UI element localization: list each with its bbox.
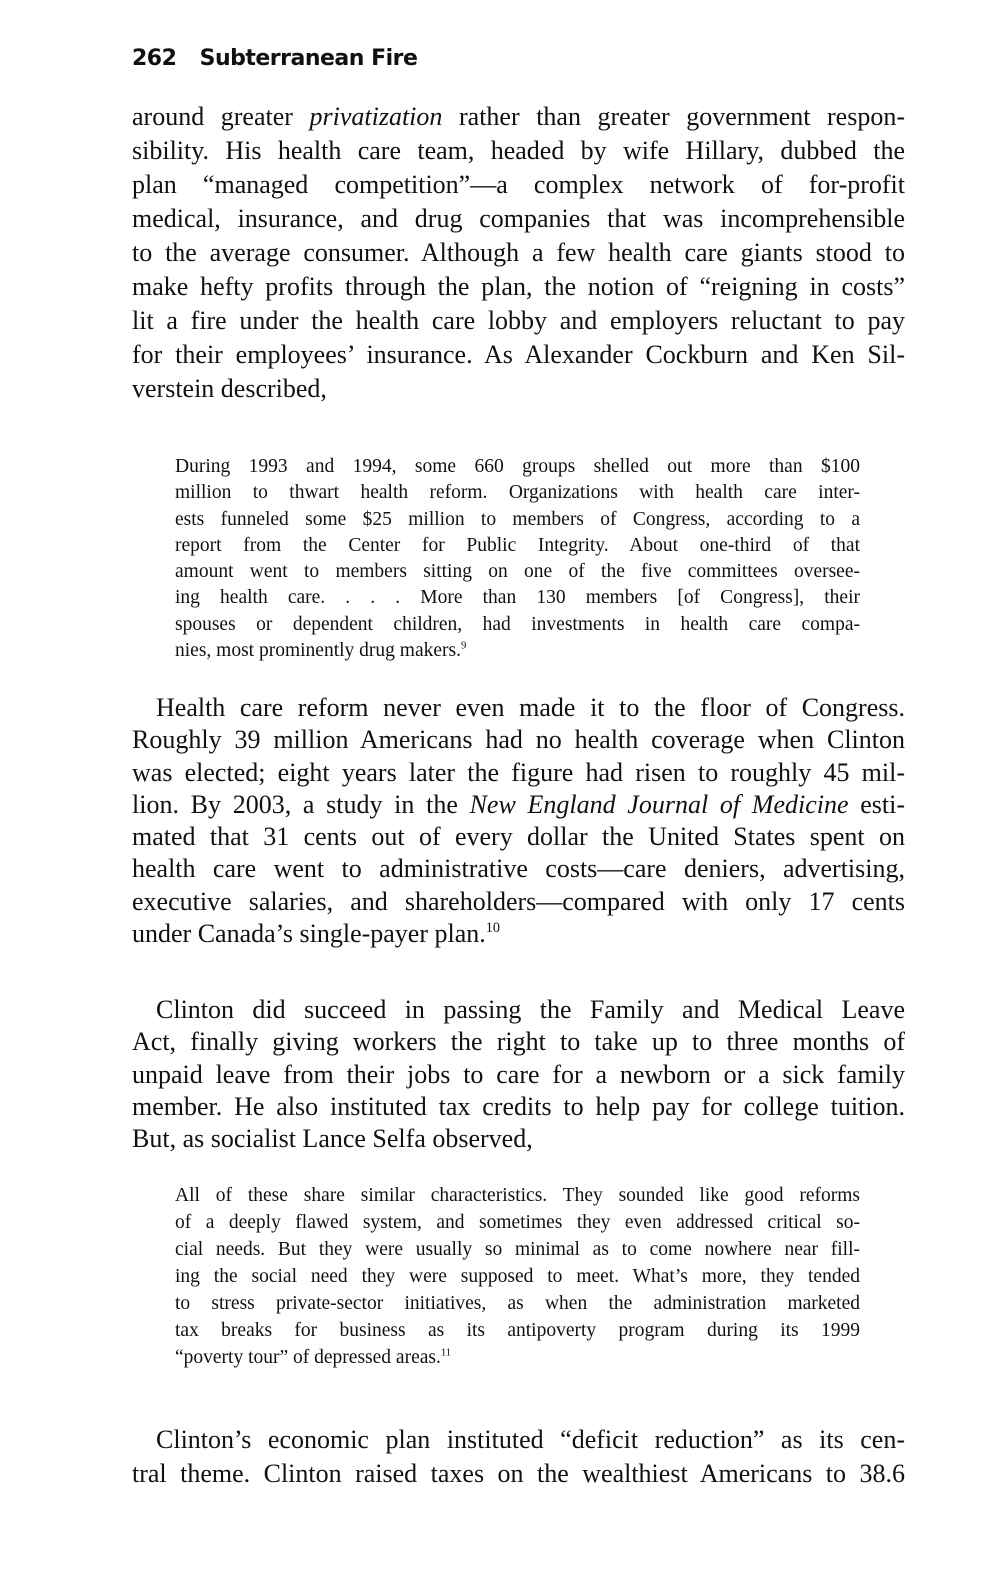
- text-line: Clinton did succeed in passing the Family and Medical Leave: [156, 995, 905, 1024]
- footnote-marker: 10: [485, 920, 501, 937]
- text-line: million to thwart health reform. Organizations with health care inter-: [175, 482, 860, 504]
- paragraph: [132, 692, 905, 950]
- block-quote: [175, 454, 860, 664]
- text-line: ests funneled some $25 million to members of Congress, according to a: [175, 508, 860, 530]
- text-line: sibility. His health care team, headed by wife Hillary, dubbed the: [132, 136, 905, 165]
- text-line: tral theme. Clinton raised taxes on the wealthiest Americans to 38.6: [132, 1459, 905, 1488]
- text-line: “poverty tour” of depressed areas.$^{11}$: [175, 1346, 452, 1368]
- running-title: Subterranean Fire: [199, 46, 418, 71]
- footnote-marker: 11: [440, 1346, 452, 1359]
- running-header: [132, 46, 417, 71]
- paragraph: [132, 100, 905, 406]
- text-line: lit a fire under the health care lobby and employers reluctant to pay: [132, 306, 905, 335]
- text-line: for their employees’ insurance. As Alexander Cockburn and Ken Sil-: [132, 340, 905, 369]
- text-line: Roughly 39 million Americans had no health coverage when Clinton: [132, 725, 905, 755]
- text-line: make hefty profits through the plan, the notion of “reigning in costs”: [132, 272, 905, 301]
- text-line: health care went to administrative costs—care deniers, advertising,: [132, 854, 905, 884]
- text-line: All of these share similar characteristics. They sounded like good reforms: [175, 1185, 860, 1206]
- text-line: Health care reform never even made it to the floor of Congress.: [156, 693, 905, 722]
- text-line: tax breaks for business as its antipoverty program during its 1999: [175, 1320, 860, 1341]
- paragraph: [132, 994, 905, 1155]
- text-line: of a deeply flawed system, and sometimes they even addressed critical so-: [175, 1212, 860, 1233]
- text-line: ing the social need they were supposed to meet. What’s more, they tended: [175, 1266, 860, 1287]
- text-line: verstein described,: [132, 374, 327, 403]
- text-line: spouses or dependent children, had investments in health care compa-: [175, 613, 860, 635]
- text-line: to stress private-sector initiatives, as when the administration marketed: [175, 1293, 860, 1314]
- text-line: plan “managed competition”—a complex network of for-profit: [132, 170, 905, 199]
- text-line: Act, finally giving workers the right to take up to three months of: [132, 1027, 905, 1057]
- italic-title: New England Journal of Medicine: [469, 789, 849, 819]
- text-line: unpaid leave from their jobs to care for a newborn or a sick family: [132, 1059, 905, 1089]
- text-line: executive salaries, and shareholders—compared with only 17 cents: [132, 886, 905, 916]
- text-line: amount went to members sitting on one of the five committees oversee-: [175, 561, 860, 583]
- italic-title: privatization: [309, 102, 443, 131]
- block-quote: [175, 1182, 860, 1371]
- text-line: medical, insurance, and drug companies that was incomprehensible: [132, 204, 905, 233]
- text-line: under Canada’s single-payer plan.$^{10}$: [132, 919, 501, 949]
- text-line: to the average consumer. Although a few health care giants stood to: [132, 238, 905, 267]
- paragraph: [132, 1423, 905, 1491]
- text-line: around greater privatization rather than greater government respon-: [132, 102, 905, 131]
- text-line: But, as socialist Lance Selfa observed,: [132, 1124, 533, 1154]
- page-number: 262: [132, 46, 177, 71]
- text-line: ing health care. . . . More than 130 members [of Congress], their: [175, 587, 860, 609]
- text-line: During 1993 and 1994, some 660 groups shelled out more than $100: [175, 456, 860, 477]
- text-line: member. He also instituted tax credits to help pay for college tuition.: [132, 1091, 905, 1121]
- text-line: mated that 31 cents out of every dollar the United States spent on: [132, 822, 905, 852]
- text-line: nies, most prominently drug makers.$^9$: [175, 639, 467, 662]
- text-line: report from the Center for Public Integrity. About one-third of that: [175, 534, 860, 556]
- text-line: Clinton’s economic plan instituted “deficit reduction” as its cen-: [156, 1425, 905, 1454]
- text-line: lion. By 2003, a study in the New England Journal of Medicine esti-: [132, 789, 905, 819]
- text-line: was elected; eight years later the figure had risen to roughly 45 mil-: [132, 757, 905, 787]
- text-line: cial needs. But they were usually so minimal as to come nowhere near fill-: [175, 1239, 860, 1260]
- footnote-marker: 9: [460, 639, 467, 652]
